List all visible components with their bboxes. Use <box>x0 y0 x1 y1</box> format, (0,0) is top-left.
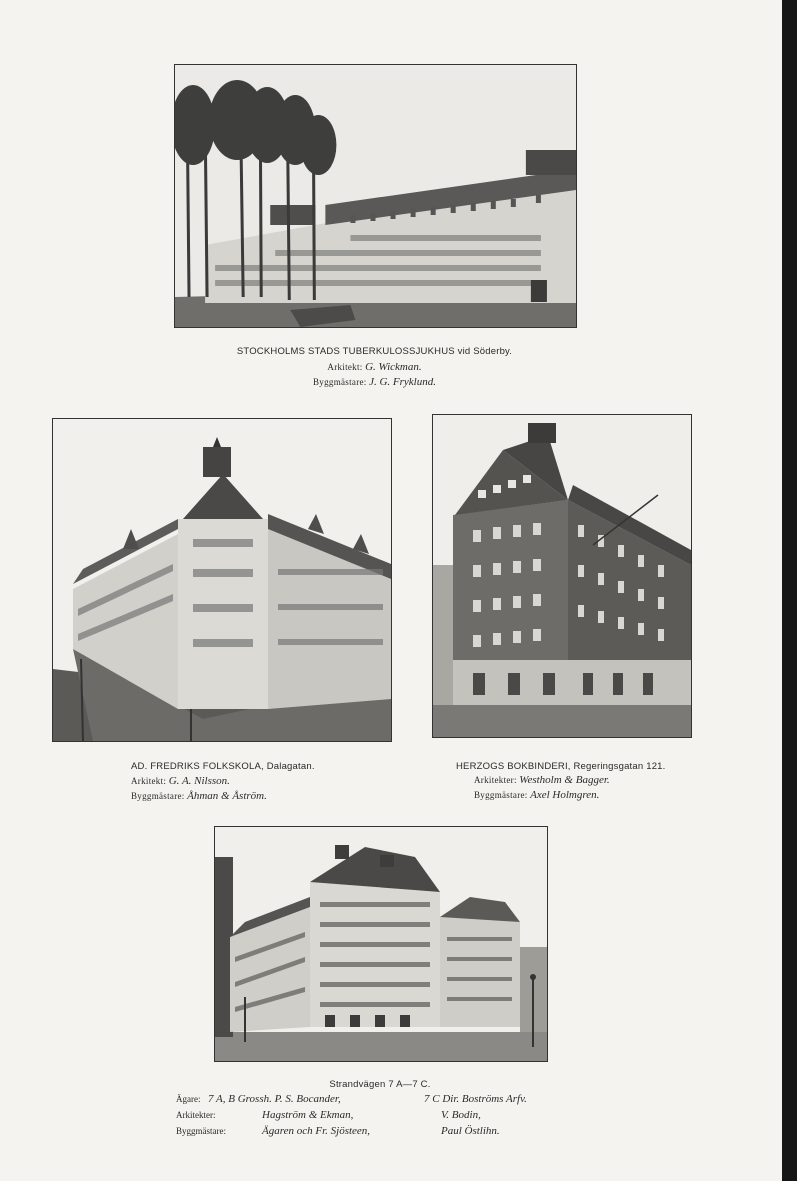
architect-name: G. Wickman. <box>365 361 422 373</box>
architect-label: Arkitekter: <box>474 775 517 785</box>
caption-strandvagen-owner-label: Ägare: <box>176 1094 201 1104</box>
strandvagen-photo-illustration <box>215 827 547 1061</box>
architect-name: Westholm & Bagger. <box>519 774 610 786</box>
caption-strandvagen-architect-label: Arkitekter: <box>176 1110 216 1120</box>
caption-strandvagen-architect-a: Hagström & Ekman, <box>262 1109 354 1121</box>
builder-name: Axel Holmgren. <box>530 789 600 801</box>
photo-strandvagen <box>214 826 548 1062</box>
photo-fredriks-school <box>52 418 392 742</box>
caption-bookbindery-architect <box>474 774 610 787</box>
architect-name: G. A. Nilsson. <box>168 775 230 787</box>
builder-label: Byggmästare: <box>131 791 185 801</box>
caption-fredriks-school-architect <box>131 775 230 788</box>
caption-strandvagen-owner-a: 7 A, B Grossh. P. S. Bocander, <box>208 1093 341 1105</box>
architect-label: Arkitekt: <box>327 362 363 372</box>
hospital-photo-illustration <box>175 65 576 327</box>
builder-name: J. G. Fryklund. <box>369 376 436 388</box>
school-photo-illustration <box>53 419 391 741</box>
caption-strandvagen-builder-label: Byggmästare: <box>176 1126 226 1136</box>
builder-name: Åhman & Åström. <box>187 790 267 802</box>
caption-strandvagen-title: Strandvägen 7 A—7 C. <box>329 1079 431 1090</box>
caption-bookbindery-builder <box>474 789 599 802</box>
architect-label: Arkitekt: <box>131 776 167 786</box>
caption-fredriks-school-title: AD. FREDRIKS FOLKSKOLA, Dalagatan. <box>131 761 315 772</box>
caption-strandvagen-architect-c: V. Bodin, <box>441 1109 481 1121</box>
photo-tuberculosis-hospital <box>174 64 577 328</box>
caption-tuberculosis-hospital-title: STOCKHOLMS STADS TUBERKULOSSJUKHUS vid Söderby. <box>236 346 513 357</box>
photo-herzogs-bookbindery <box>432 414 692 738</box>
caption-strandvagen-builder-c: Paul Östlihn. <box>441 1125 500 1137</box>
builder-label: Byggmästare: <box>313 377 367 387</box>
caption-bookbindery-title: HERZOGS BOKBINDERI, Regeringsgatan 121. <box>456 761 666 772</box>
bookbindery-photo-illustration <box>433 415 691 737</box>
caption-tuberculosis-hospital-builder <box>174 376 575 389</box>
caption-strandvagen-builder-a: Ägaren och Fr. Sjösteen, <box>262 1125 371 1137</box>
builder-label: Byggmästare: <box>474 790 528 800</box>
caption-fredriks-school-builder <box>131 790 267 803</box>
caption-tuberculosis-hospital-architect <box>174 361 575 374</box>
caption-strandvagen-owner-c: 7 C Dir. Boströms Arfv. <box>424 1093 527 1105</box>
